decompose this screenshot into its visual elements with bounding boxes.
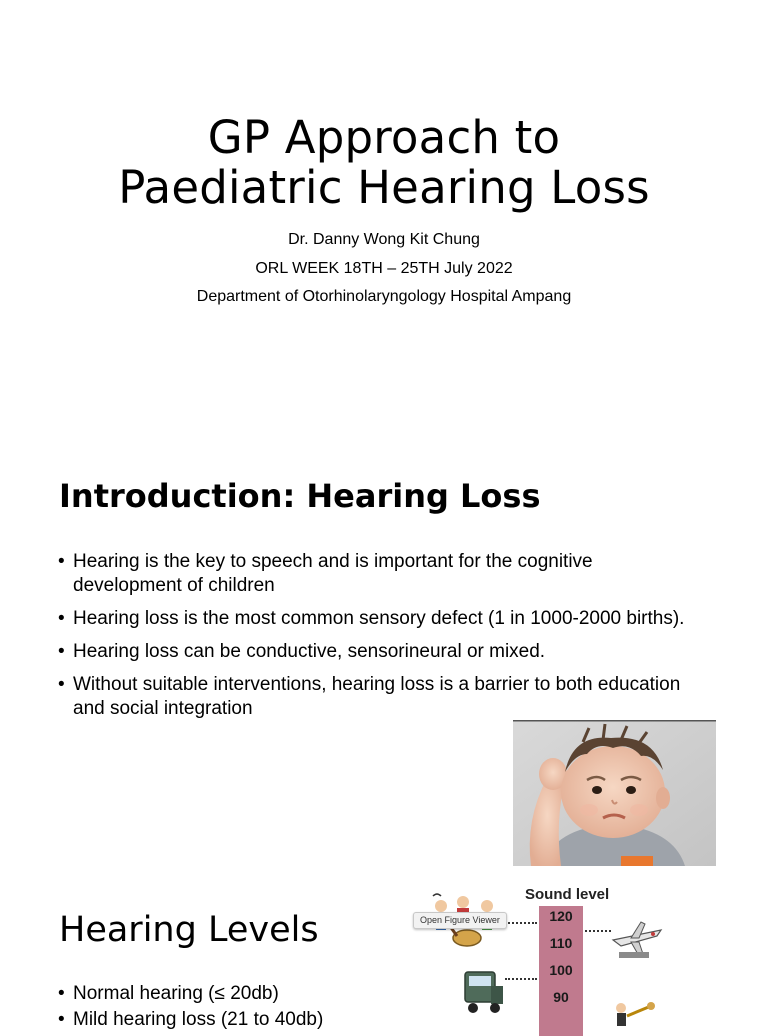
bullet-item: • Mild hearing loss (21 to 40db): [58, 1008, 458, 1032]
hearing-levels-slide: [0, 874, 768, 1030]
event-dates: ORL WEEK 18TH – 25TH July 2022: [255, 260, 513, 277]
dotted-pointer: [505, 978, 537, 980]
open-figure-viewer-button[interactable]: Open Figure Viewer: [413, 912, 507, 929]
dotted-pointer: [585, 930, 611, 932]
bullet-item: • Hearing loss is the most common sensory defect (1 in 1000-2000 births).: [58, 607, 698, 631]
sound-level-value: 90: [553, 989, 569, 1005]
department-name: Department of Otorhinolaryngology Hospital Ampang: [196, 288, 572, 305]
bullet-item: • Hearing loss can be conductive, sensorineural or mixed.: [58, 640, 698, 664]
bullet-item: • Normal hearing (≤ 20db): [58, 982, 458, 1006]
truck-icon: [461, 966, 507, 1016]
introduction-heading: Introduction: Hearing Loss: [59, 477, 541, 515]
hearing-levels-heading: Hearing Levels: [59, 910, 319, 950]
slide-title-line-1: GP Approach to: [207, 111, 561, 164]
musician-icon: [611, 1000, 655, 1026]
sound-level-figure: [405, 882, 740, 1024]
bullet-item: • Without suitable interventions, hearing loss is a barrier to both education and social integration: [58, 673, 698, 721]
slide-title-line-2: Paediatric Hearing Loss: [118, 161, 650, 214]
title-slide: [0, 0, 768, 432]
introduction-bullet-list: [58, 550, 698, 730]
airplane-icon: [611, 916, 663, 962]
sound-level-value: 120: [549, 908, 573, 924]
sound-level-title: Sound level: [525, 886, 610, 903]
sound-level-scale: [539, 906, 583, 1036]
author-name: Dr. Danny Wong Kit Chung: [288, 231, 480, 248]
hearing-levels-bullet-list: [58, 982, 458, 1034]
sound-level-value: 100: [549, 962, 573, 978]
sound-level-value: 110: [549, 935, 573, 951]
child-holding-ear-photo: [513, 720, 716, 866]
bullet-item: • Hearing is the key to speech and is important for the cognitive development of children: [58, 550, 698, 598]
slide-title: [0, 113, 768, 213]
introduction-slide: [0, 432, 768, 874]
